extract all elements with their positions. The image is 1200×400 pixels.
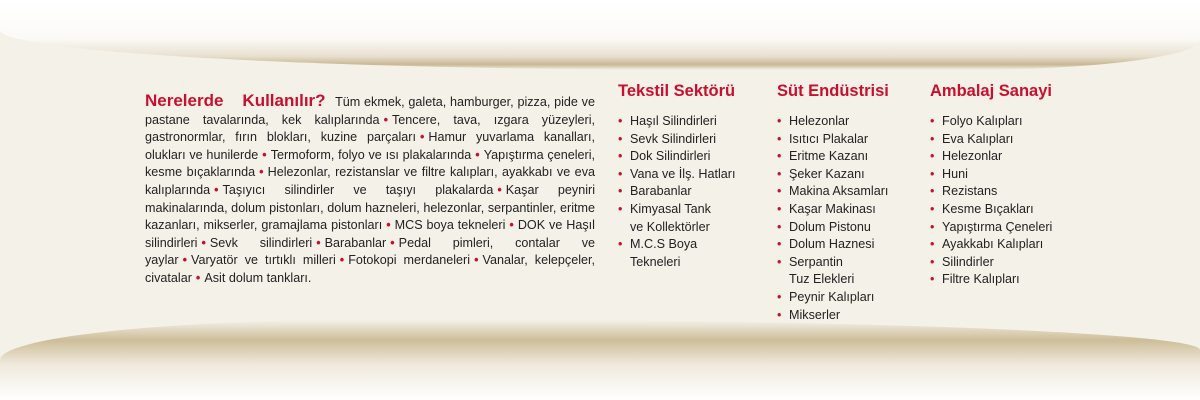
usage-item: Sevk silindirleri — [209, 235, 313, 250]
list-item: • Rezistans — [930, 183, 1052, 201]
list-item: • Makina Aksamları — [777, 183, 889, 201]
list-item: • Peynir Kalıpları — [777, 289, 889, 307]
bullet-icon: • — [419, 130, 425, 145]
list-item: • Silindirler — [930, 254, 1052, 272]
list-item: • Folyo Kalıpları — [930, 113, 1052, 131]
usage-item: MCS boya tekneleri — [394, 218, 506, 233]
usage-item: Taşıyıcı silindirler ve taşıyı plakalarda — [222, 182, 494, 197]
bullet-icon: • — [475, 147, 480, 162]
bullet-icon: • — [214, 182, 219, 197]
usage-item: Helezonlar, rezistanslar ve filtre kalıpları, ayakkabı ve eva kalıplarında — [145, 165, 595, 197]
usage-item: Yapıştırma çeneleri, kesme bıçaklarında — [145, 147, 596, 180]
list-item: • Isıtıcı Plakalar — [777, 131, 889, 149]
list-item: • Huni — [930, 166, 1052, 184]
list-item: • Serpantin Tuz Elekleri — [777, 254, 889, 289]
list-item: • Dolum Haznesi — [777, 236, 889, 254]
textile-list — [618, 113, 735, 271]
bullet-icon: • — [195, 270, 201, 285]
dairy-column — [777, 82, 889, 324]
bullet-icon: • — [182, 253, 188, 268]
usage-item: DOK ve Haşıl silindirleri — [145, 218, 595, 250]
list-item: • Haşıl Silindirleri — [618, 113, 735, 131]
list-item: • Kesme Bıçakları — [930, 201, 1052, 219]
usage-item: Barabanlar — [324, 235, 387, 250]
bullet-icon: • — [474, 253, 479, 268]
bullet-icon: • — [386, 218, 391, 233]
list-item: • Dolum Pistonu — [777, 219, 889, 237]
usage-intro — [145, 92, 595, 288]
dairy-heading: Süt Endüstrisi — [777, 82, 889, 100]
usage-item: Termoform, folyo ve ısı plakalarında — [270, 147, 472, 162]
list-item: • Mikserler — [777, 307, 889, 325]
packaging-heading: Ambalaj Sanayi — [930, 82, 1052, 100]
packaging-list — [930, 113, 1052, 289]
bullet-icon: • — [383, 112, 388, 127]
usage-item: Kaşar peyniri makinalarında, dolum pistonları, dolum hazneleri, helezonlar, serpantinler, eritme kazanları, mikserler, gramajlama pistonları — [145, 182, 595, 233]
textile-heading: Tekstil Sektörü — [618, 82, 736, 100]
list-item: • M.C.S Boya Tekneleri — [618, 236, 735, 271]
list-item: • Filtre Kalıpları — [930, 271, 1052, 289]
list-item: • Eritme Kazanı — [777, 148, 889, 166]
bullet-icon: • — [316, 235, 321, 250]
bullet-icon: • — [262, 147, 267, 162]
usage-item: Tüm ekmek, galeta, hamburger, pizza, pide ve pastane tavalarında, kek kalıplarında — [145, 95, 595, 127]
bullet-icon: • — [201, 235, 206, 250]
packaging-column — [930, 82, 1052, 289]
bullet-icon: • — [390, 235, 395, 250]
list-item: • Kimyasal Tank ve Kollektörler — [618, 201, 735, 236]
usage-item: Fotokopi merdaneleri — [348, 253, 471, 268]
list-item: • Eva Kalıpları — [930, 131, 1052, 149]
list-item: • Helezonlar — [930, 148, 1052, 166]
list-item: • Kaşar Makinası — [777, 201, 889, 219]
usage-item: Tencere, tava, ızgara yüzeyleri, gastronormlar, fırın blokları, kuzine parçaları — [145, 112, 595, 145]
textile-column — [618, 82, 735, 271]
list-item: • Sevk Silindirleri — [618, 131, 735, 149]
list-item: • Vana ve İlş. Hatları — [618, 166, 735, 184]
usage-title: Nerelerde Kullanılır? — [145, 91, 326, 110]
bullet-icon: • — [259, 165, 264, 180]
list-item: • Yapıştırma Çeneleri — [930, 219, 1052, 237]
bullet-icon: • — [339, 253, 345, 268]
list-item: • Şeker Kazanı — [777, 166, 889, 184]
usage-list — [145, 95, 595, 285]
usage-item: Pedal pimleri, contalar ve yaylar — [145, 235, 595, 268]
bullet-icon: • — [497, 182, 502, 197]
list-item: • Barabanlar — [618, 183, 735, 201]
list-item: • Dok Silindirleri — [618, 148, 735, 166]
usage-item: Varyatör ve tırtıklı milleri — [191, 253, 336, 268]
list-item: • Helezonlar — [777, 113, 889, 131]
list-item: • Ayakkabı Kalıpları — [930, 236, 1052, 254]
usage-item: Asit dolum tankları. — [204, 270, 312, 285]
usage-item: Hamur yuvarlama kanalları, olukları ve hunilerde — [145, 130, 595, 162]
bullet-icon: • — [509, 218, 514, 233]
dairy-list — [777, 113, 889, 324]
usage-item: Vanalar, kelepçeler, civatalar — [145, 253, 596, 285]
